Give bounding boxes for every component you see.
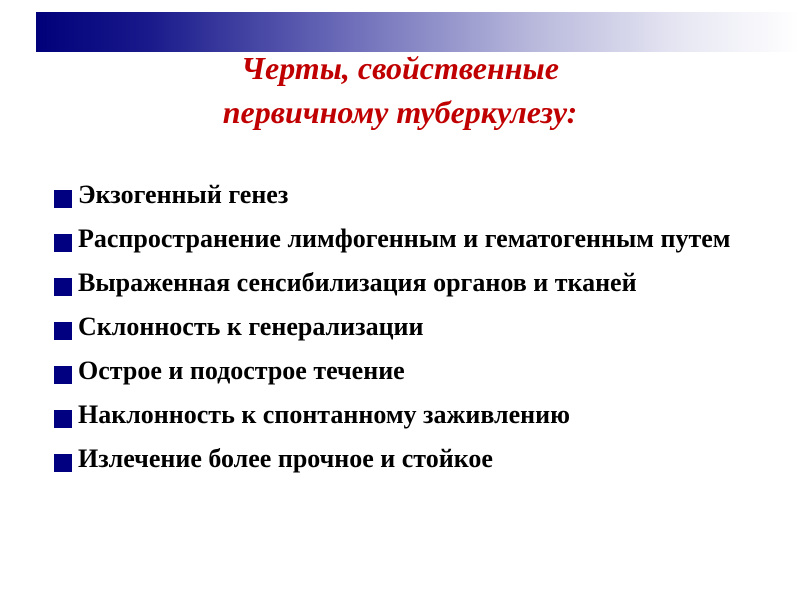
list-item-text: Наклонность к спонтанному заживлению	[78, 400, 570, 429]
square-bullet-icon	[54, 322, 72, 340]
square-bullet-icon	[54, 366, 72, 384]
square-bullet-icon	[54, 278, 72, 296]
list-item-text: Острое и подострое течение	[78, 356, 405, 385]
list-item-text: Экзогенный генез	[78, 180, 289, 209]
list-item	[52, 354, 782, 388]
list-item	[52, 310, 782, 344]
square-bullet-icon	[54, 234, 72, 252]
list-item	[52, 178, 782, 212]
list-item	[52, 266, 782, 300]
square-bullet-icon	[54, 410, 72, 428]
square-bullet-icon	[54, 454, 72, 472]
list-item-text: Выраженная сенсибилизация органов и тканей	[78, 268, 637, 297]
list-item	[52, 222, 782, 256]
list-item-text: Излечение более прочное и стойкое	[78, 444, 493, 473]
title-line-1: Черты, свойственные	[241, 50, 559, 86]
list-item-text: Склонность к генерализации	[78, 312, 424, 341]
slide-title	[0, 46, 800, 134]
bullet-list	[52, 178, 782, 486]
title-line-2: первичному туберкулезу:	[222, 94, 578, 130]
list-item	[52, 442, 782, 476]
list-item-text: Распространение лимфогенным и гематогенным путем	[78, 224, 731, 253]
square-bullet-icon	[54, 190, 72, 208]
list-item	[52, 398, 782, 432]
